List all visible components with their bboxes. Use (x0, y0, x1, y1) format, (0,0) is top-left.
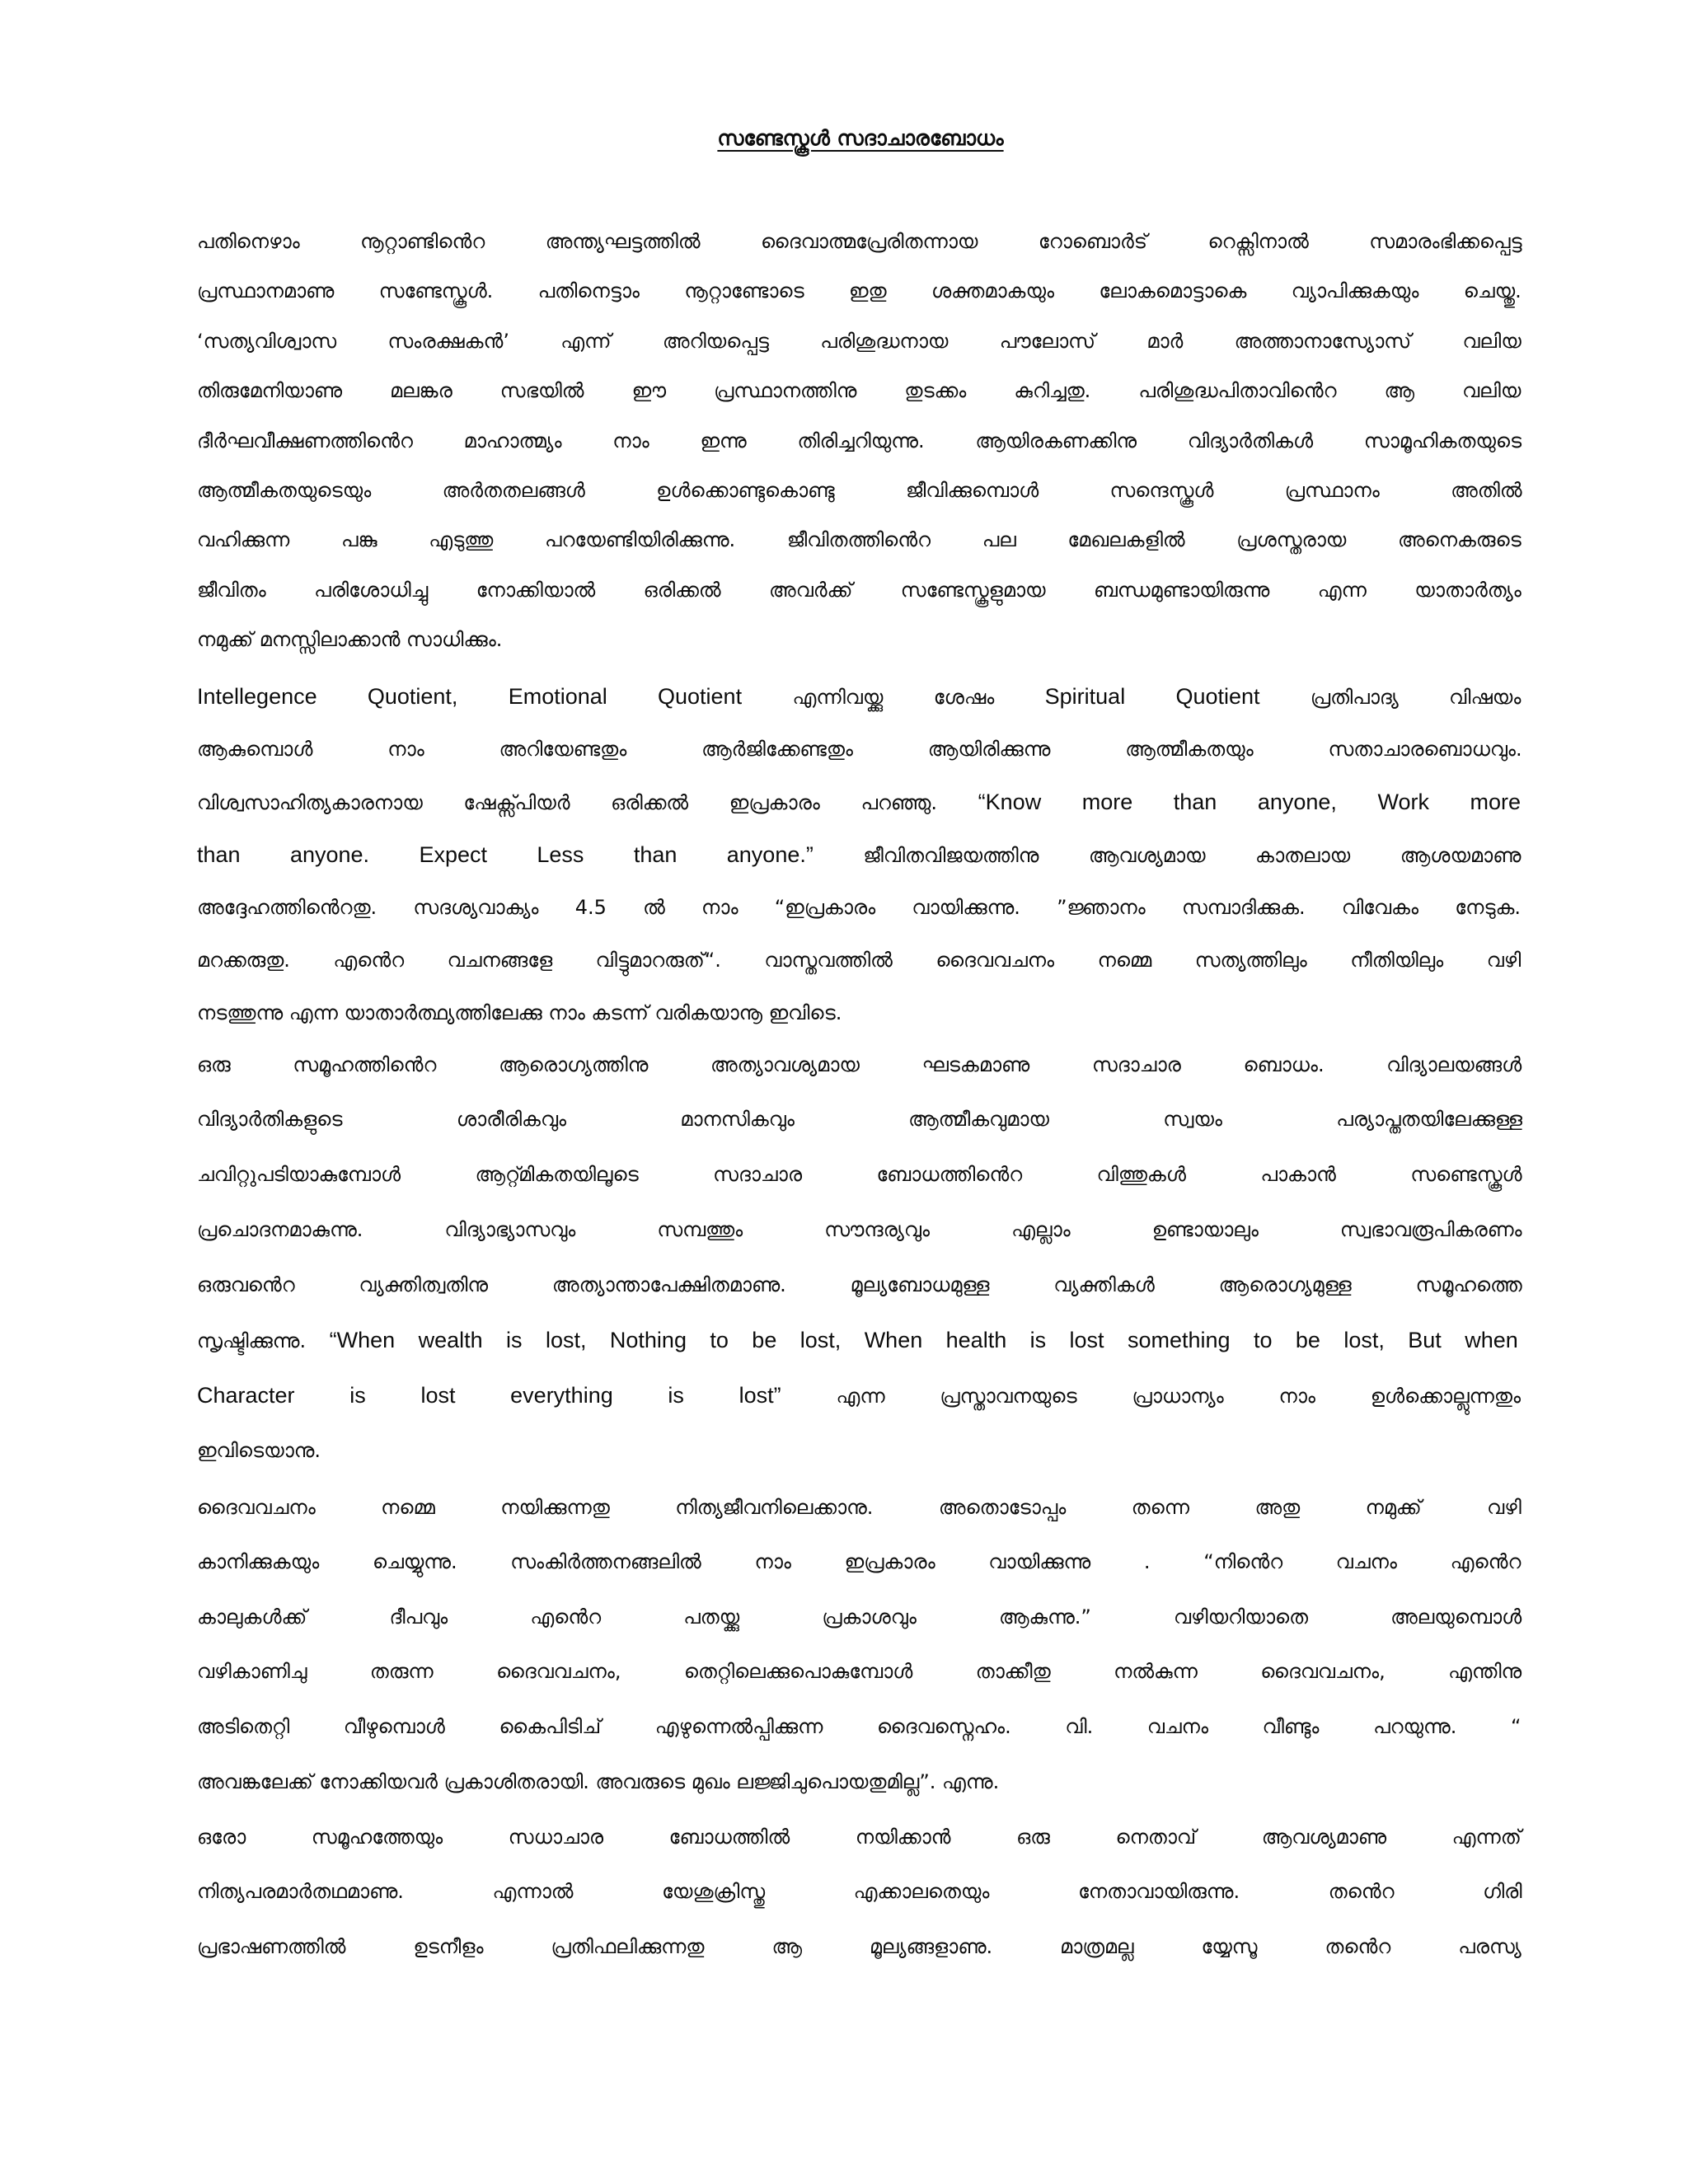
malayalam-text: എന്ന പ്രസ്താവനയുടെ പ്രാധാന്യം നാം ഉൾക്കൊല്ലുന്നതും (781, 1384, 1521, 1408)
line-content (197, 1590, 1522, 1645)
paragraph-5 (197, 1810, 1524, 1975)
malayalam-text: അടിതെറ്റി വീഴുമ്പൊൾ കൈപിടിച് എഴുന്നെൽപ്പിക്കുന്ന ദൈവസ്നെഹം. വി. വചനം വീണ്ടും പറയുന്നു. “ (197, 1715, 1522, 1739)
line-content (197, 828, 1521, 881)
line-content (197, 1699, 1521, 1755)
text-line (197, 1590, 1524, 1645)
paragraph-3 (197, 1038, 1524, 1479)
page-title (197, 118, 1524, 159)
text-line (197, 1202, 1524, 1258)
line-content (197, 934, 1521, 987)
malayalam-text: അദ്ദേഹത്തിൻെറതു. സദശ്യവാക്യം 4.5 ൽ നാം “ഇപ്രകാരം വായിക്കുന്നു. ”ജ്ഞാനം സമ്പാദിക്കുക. വിവേകം നേടുക. (197, 896, 1521, 919)
line-content (197, 1423, 321, 1479)
text-line (197, 1535, 1524, 1590)
text-line (197, 1699, 1524, 1755)
paragraph-1 (197, 217, 1524, 665)
malayalam-text: പ്രസ്ഥാനമാണു സണ്ടേസ്കൂൾ. പതിനെട്ടാം നൂറ്റാണ്ടോടെ ഇതു ശക്തമാകയും ലോകമൊട്ടാകെ വ്യാപിക്കുകയും ചെയ്തു. (197, 279, 1522, 303)
malayalam-text: വഹിക്കുന്ന പങ്കു എടുത്തു പറയേണ്ടിയിരിക്കുന്നു. ജീവിതത്തിൻെറ പല മേഖലകളിൽ പ്രശസ്തരായ അനെകരുടെ (197, 528, 1522, 552)
text-line (197, 670, 1524, 723)
line-content (197, 776, 1521, 828)
malayalam-text: നിത്യപരമാർതഥമാണു. എന്നാൽ യേശുക്രിസ്തു എക്കാലതെയും നേതാവായിരുന്നു. തൻെറ ഗിരി (197, 1880, 1522, 1904)
text-line (197, 615, 1524, 664)
text-line (197, 1258, 1524, 1313)
malayalam-text: ഒരോ സമൂഹത്തേയും സധാചാര ബോധത്തിൽ നയിക്കാൻ ഒരു നെതാവ് ആവശ്യമാണു എന്നത് (197, 1825, 1522, 1849)
line-content (197, 1644, 1522, 1699)
text-line (197, 1313, 1524, 1368)
line-content (197, 366, 1521, 415)
text-line (197, 987, 1524, 1039)
malayalam-text: ‘സത്യവിശ്വാസ സംരക്ഷകൻ’ എന്ന് അറിയപ്പെട്ട പരിശുദ്ധനായ പൗലോസ് മാർ അത്താനാസ്യോസ് വലിയ (197, 329, 1522, 353)
line-content (197, 1810, 1522, 1865)
text-line (197, 723, 1524, 776)
malayalam-text: ദീർഘവീക്ഷണത്തിൻെറ മാഹാത്മ്യം നാം ഇന്നു തിരിച്ചറിയുന്നു. ആയിരകണക്കിനു വിദ്യാർതികൾ സാമൂഹികതയുടെ (197, 429, 1522, 452)
english-quote-text: Character is lost everything is lost” (197, 1382, 781, 1408)
text-line (197, 1755, 1524, 1810)
malayalam-text: പതിനെഴാം നൂറ്റാണ്ടിൻെറ അന്ത്യഘട്ടത്തിൽ ദൈവാത്മപ്രേരിതന്നായ റോബൊർട് റെക്സിനാൽ സമാരംഭിക്കപ്പെട്ട (197, 230, 1522, 253)
paragraph-4 (197, 1480, 1524, 1810)
text-line (197, 1810, 1524, 1865)
malayalam-text: ആകുമ്പൊൾ നാം അറിയേണ്ടതും ആർജിക്കേണ്ടതും ആയിരിക്കുന്നു ആത്മീകതയും സതാചാരബൊധവും. (197, 738, 1522, 761)
line-content (197, 416, 1522, 466)
malayalam-text: കാനിക്കുകയും ചെയ്യുന്നു. സംകിർത്തനങ്ങലിൽ നാം ഇപ്രകാരം വായിക്കുന്നു . “നിൻെറ വചനം എൻെറ (197, 1550, 1522, 1574)
line-content (197, 1535, 1521, 1590)
malayalam-text: സൃഷ്ടിക്കുന്നു. (197, 1329, 330, 1352)
line-content (197, 266, 1522, 316)
malayalam-text: മറക്കരുതു. എൻെറ വചനങ്ങളേ വിട്ടുമാറരുത്“. വാസ്തവത്തിൽ ദൈവവചനം നമ്മെ സത്യത്തിലും നീതിയിലും വഴി (197, 949, 1522, 972)
text-line (197, 416, 1524, 466)
text-line (197, 1038, 1524, 1093)
line-content (197, 1202, 1522, 1258)
malayalam-text: ആത്മീകതയുടെയും അർതതലങ്ങൾ ഉൾക്കൊണ്ടുകൊണ്ടു ജീവിക്കുമ്പൊൾ സന്ദെസ്കൂൾ പ്രസ്ഥാനം അതിൽ (197, 478, 1522, 502)
line-content (197, 723, 1522, 776)
text-line (197, 1092, 1524, 1147)
malayalam-text: ഒരുവൻെറ വ്യക്തിത്വതിനു അത്യാന്താപേക്ഷിതമാണു. മൂല്യബോധമുള്ള വ്യക്തികൾ ആരൊഗ്യമുള്ള സമൂഹത്തെ (197, 1273, 1522, 1297)
english-quote-text: than anyone. Expect Less than anyone.” (197, 842, 814, 867)
text-line (197, 266, 1524, 316)
page-title-text: സണ്ടേസ്കൂൾ സദാചാരബോധം (717, 126, 1004, 150)
text-line (197, 776, 1524, 828)
english-text: Intellegence Quotient, Emotional Quotient (197, 684, 743, 709)
text-line (197, 1147, 1524, 1202)
line-content (197, 1313, 1518, 1368)
line-content (197, 1038, 1522, 1093)
text-line (197, 466, 1524, 515)
text-line (197, 515, 1524, 565)
line-content (197, 615, 502, 664)
line-content (197, 1480, 1522, 1535)
malayalam-text: പ്രതിപാദ്യ വിഷയം (1259, 686, 1522, 709)
malayalam-text: കാലുകൾക്ക് ദീപവും എൻെറ പതയ്ക്കു പ്രകാശവും ആകുന്നു.” വഴിയറിയാതെ അലയുമ്പൊൾ (197, 1605, 1522, 1629)
malayalam-text: ഒരു സമൂഹത്തിൻെറ ആരൊഗ്യത്തിനു അത്യാവശ്യമായ ഘടകമാണു സദാചാര ബൊധം. വിദ്യാലയങ്ങൾ (197, 1052, 1522, 1076)
text-line (197, 1864, 1524, 1919)
line-content (197, 1147, 1522, 1202)
line-content (197, 1919, 1522, 1975)
english-quote-text: “Know more than anyone, Work more (978, 790, 1521, 814)
text-line (197, 1423, 1524, 1479)
text-line (197, 1368, 1524, 1423)
text-line (197, 881, 1524, 934)
text-line (197, 1644, 1524, 1699)
malayalam-text: എന്നിവയ്ക്കു ശേഷം (742, 686, 1045, 709)
malayalam-text: തിരുമേനിയാണു മലങ്കര സഭയിൽ ഈ പ്രസ്ഥാനത്തിനു തുടക്കം കുറിച്ചതു. പരിശുദ്ധപിതാവിൻെറ ആ വലിയ (197, 379, 1522, 403)
text-line (197, 217, 1524, 266)
malayalam-text: പ്രചൊദനമാകുന്നു. വിദ്യാഭ്യാസവും സമ്പത്തും സൗന്ദര്യവും എല്ലാം ഉണ്ടായാലും സ്വഭാവരൂപികരണം (197, 1218, 1522, 1242)
line-content (197, 217, 1522, 266)
text-line (197, 934, 1524, 987)
line-content (197, 1755, 999, 1810)
malayalam-text: ഇവിടെയാനു. (197, 1438, 321, 1462)
english-quote-text: “When wealth is lost, Nothing to be lost, When health is lost something to be lost, But when (329, 1327, 1518, 1352)
paragraph-2 (197, 670, 1524, 1039)
line-content (197, 1864, 1522, 1919)
malayalam-text: അവങ്കലേക്ക് നോക്കിയവർ പ്രകാശിതരായി. അവരുടെ മുഖം ലജ്ജിചുപൊയതുമില്ല”. എന്നു. (197, 1769, 1000, 1793)
text-line (197, 1480, 1524, 1535)
line-content (197, 515, 1522, 565)
malayalam-text: ജീവിതവിജയത്തിനു ആവശ്യമായ കാതലായ ആശയമാണു (813, 844, 1522, 867)
malayalam-text: ദൈവവചനം നമ്മെ നയിക്കുന്നതു നിത്യജീവനിലെക്കാനു. അതൊടോപ്പം തന്നെ അതു നമുക്ക് വഴി (197, 1495, 1522, 1519)
line-content (197, 987, 842, 1039)
text-line (197, 565, 1524, 615)
line-content (197, 316, 1522, 366)
text-line (197, 316, 1524, 366)
malayalam-text: വിശ്വസാഹിത്യകാരനായ ഷേക്സ്പിയർ ഒരിക്കൽ ഇപ്രകാരം പറഞ്ഞു. (197, 791, 978, 814)
malayalam-text: ജീവിതം പരിശോധിച്ചു നോക്കിയാൽ ഒരിക്കൽ അവർക്ക് സണ്ടേസ്കൂളുമായ ബന്ധമുണ്ടായിരുന്നു എന്ന യാതാർത്യം (197, 578, 1522, 602)
line-content (197, 466, 1522, 515)
line-content (197, 1258, 1522, 1313)
english-text: Spiritual Quotient (1044, 684, 1260, 709)
line-content (197, 670, 1521, 723)
line-content (197, 1092, 1522, 1147)
malayalam-text: വിദ്യാർതികളുടെ ശാരീരികവും മാനസികവും ആത്മീകവുമായ സ്വയം പര്യാപ്തതയിലേക്കുള്ള (197, 1108, 1522, 1132)
line-content (197, 565, 1522, 615)
malayalam-text: ചവിറ്റുപടിയാകുമ്പോൾ ആറ്റ്മികതയിലൂടെ സദാചാര ബോധത്തിൻെറ വിത്തുകൾ പാകാൻ സണ്ടെസ്കൂൾ (197, 1163, 1522, 1187)
text-line (197, 828, 1524, 881)
malayalam-text: നടത്തുന്നു എന്ന യാതാർത്ഥ്യത്തിലേക്കു നാം കടന്ന് വരികയാനൂ ഇവിടെ. (197, 1001, 842, 1024)
malayalam-text: നമുക്ക് മനസ്സിലാക്കാൻ സാധിക്കും. (197, 628, 503, 652)
line-content (197, 881, 1521, 934)
malayalam-text: പ്രഭാഷണത്തിൽ ഉടനീളം പ്രതിഫലിക്കുന്നതു ആ മൂല്യങ്ങളാണു. മാത്രമല്ല യ്യേസൂ തൻെറ പരസ്യ (197, 1934, 1522, 1958)
malayalam-text: വഴികാണിചു തരുന്ന ദൈവവചനം, തെറ്റിലെക്കുപൊകുമ്പോൾ താക്കീതു നൽകുന്ന ദൈവവചനം, എന്തിനു (197, 1660, 1522, 1684)
text-line (197, 366, 1524, 415)
text-line (197, 1919, 1524, 1975)
line-content (197, 1368, 1521, 1423)
